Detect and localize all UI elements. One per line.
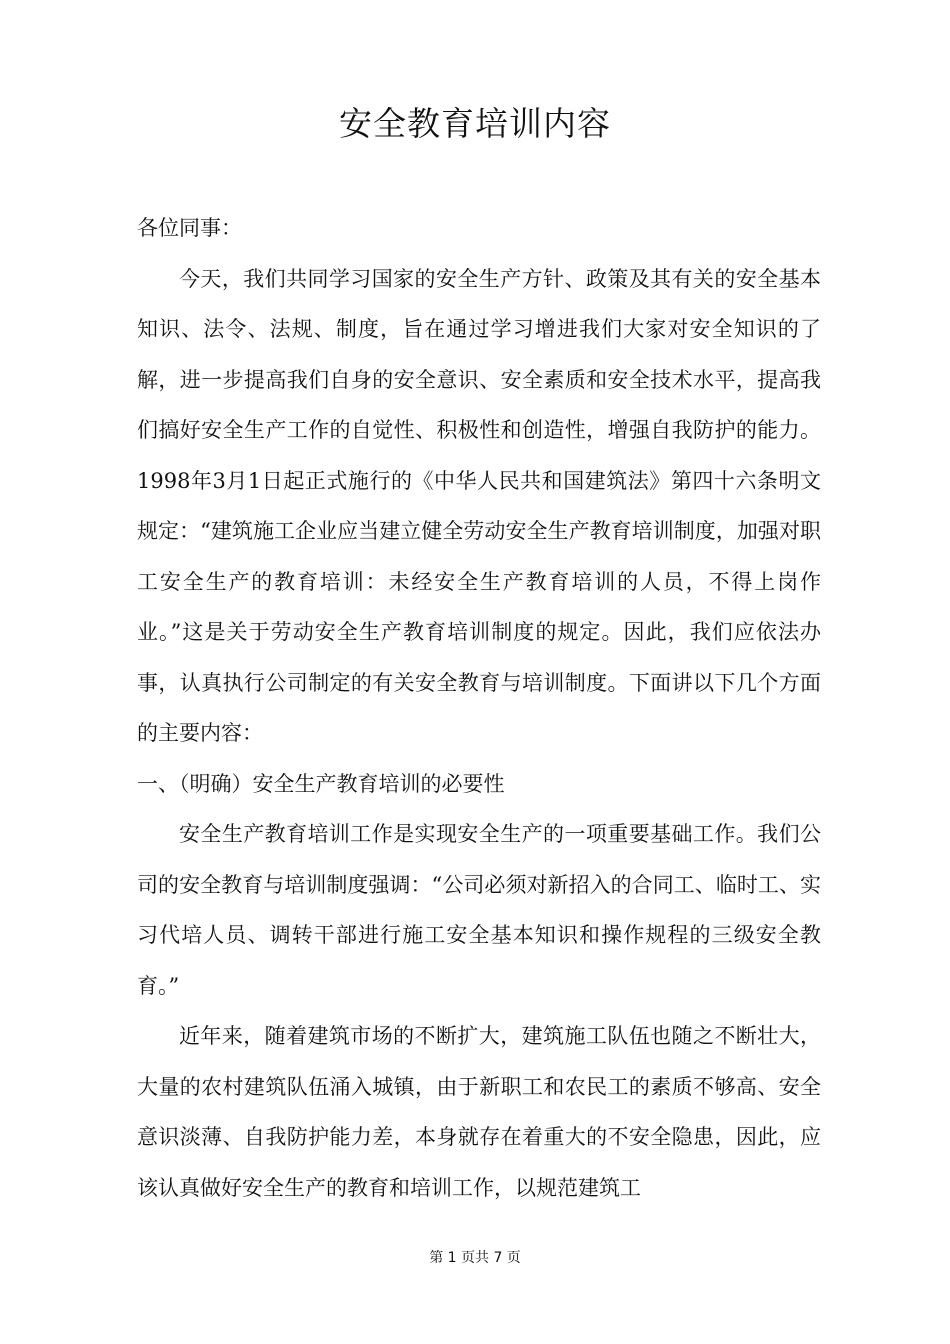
page-number-footer: 第 1 页共 7 页 [429, 1250, 521, 1266]
section-heading: 一、（明确）安全生产教育培训的必要性 [137, 771, 505, 796]
paragraph-intro: 今天，我们共同学习国家的安全生产方针、政策及其有关的安全基本知识、法令、法规、制度，旨在通过学习增进我们大家对安全知识的了解，进一步提高我们自身的安全意识、安全素质和安全技术水平，提高我们搞好安全生产工作的自觉性、积极性和创造性，增强自我防护的能力。1998年3月1日起正式施行的《中华人民共和国建筑法》第四十六条明文规定：“建筑施工企业应当建立健全劳动安全生产教育培训制度，加强对职工安全生产的教育培训：未经安全生产教育培训的人员，不得上岗作业。”这是关于劳动安全生产教育培训制度的规定。因此，我们应依法办事，认真执行公司制定的有关安全教育与培训制度。下面讲以下几个方面的主要内容： [137, 266, 821, 745]
paragraph-recent-years: 近年来，随着建筑市场的不断扩大，建筑施工队伍也随之不断壮大，大量的农村建筑队伍涌入城镇，由于新职工和农民工的素质不够高、安全意识淡薄、自我防护能力差，本身就存在着重大的不安全隐患，因此，应该认真做好安全生产的教育和培训工作，以规范建筑工 [137, 1024, 821, 1200]
paragraph-necessity: 安全生产教育培训工作是实现安全生产的一项重要基础工作。我们公司的安全教育与培训制度强调：“公司必须对新招入的合同工、临时工、实习代培人员、调转干部进行施工安全基本知识和操作规程的三级安全教育。” [137, 822, 821, 998]
document-title: 安全教育培训内容 [339, 104, 611, 143]
salutation: 各位同事： [137, 216, 242, 240]
document-body [137, 203, 821, 1213]
